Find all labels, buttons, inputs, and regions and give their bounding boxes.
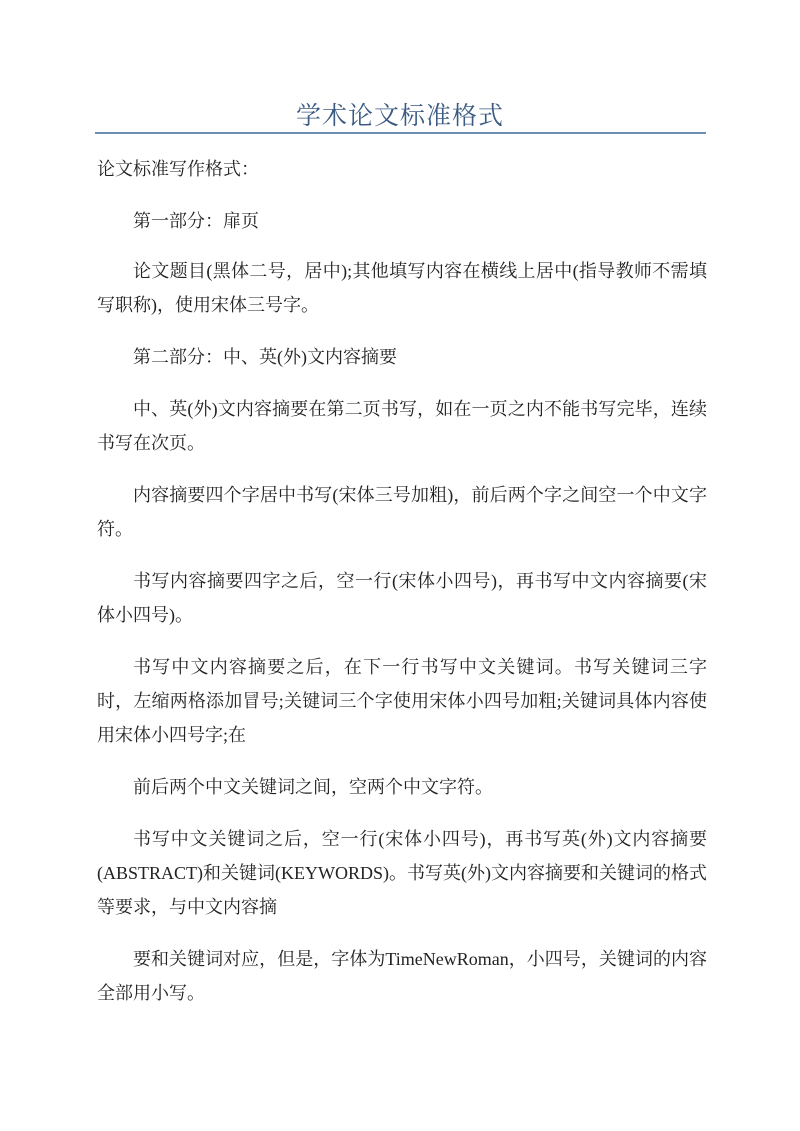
document-title: 学术论文标准格式	[295, 103, 504, 130]
document-body	[97, 152, 707, 1028]
paragraph: 书写中文关键词之后，空一行(宋体小四号)，再书写英(外)文内容摘要(ABSTRACT)和关键词(KEYWORDS)。书写英(外)文内容摘要和关键词的格式等要求，与中文内容摘	[97, 829, 707, 917]
paragraph: 第一部分：扉页	[133, 211, 259, 231]
paragraph-intro: 论文标准写作格式：	[97, 159, 259, 179]
paragraph: 第二部分：中、英(外)文内容摘要	[133, 347, 397, 367]
paragraph: 要和关键词对应，但是，字体为TimeNewRoman，小四号，关键词的内容全部用小写。	[97, 949, 707, 1003]
paragraph: 内容摘要四个字居中书写(宋体三号加粗)，前后两个字之间空一个中文字符。	[97, 485, 707, 539]
title-divider	[95, 132, 706, 134]
paragraph: 书写内容摘要四字之后，空一行(宋体小四号)，再书写中文内容摘要(宋体小四号)。	[97, 571, 707, 625]
paragraph: 论文题目(黑体二号，居中);其他填写内容在横线上居中(指导教师不需填写职称)，使用宋体三号字。	[97, 261, 707, 315]
paragraph: 前后两个中文关键词之间，空两个中文字符。	[133, 777, 493, 797]
paragraph: 中、英(外)文内容摘要在第二页书写，如在一页之内不能书写完毕，连续书写在次页。	[97, 399, 707, 453]
paragraph: 书写中文内容摘要之后，在下一行书写中文关键词。书写关键词三字时，左缩两格添加冒号;关键词三个字使用宋体小四号加粗;关键词具体内容使用宋体小四号字;在	[97, 657, 707, 745]
